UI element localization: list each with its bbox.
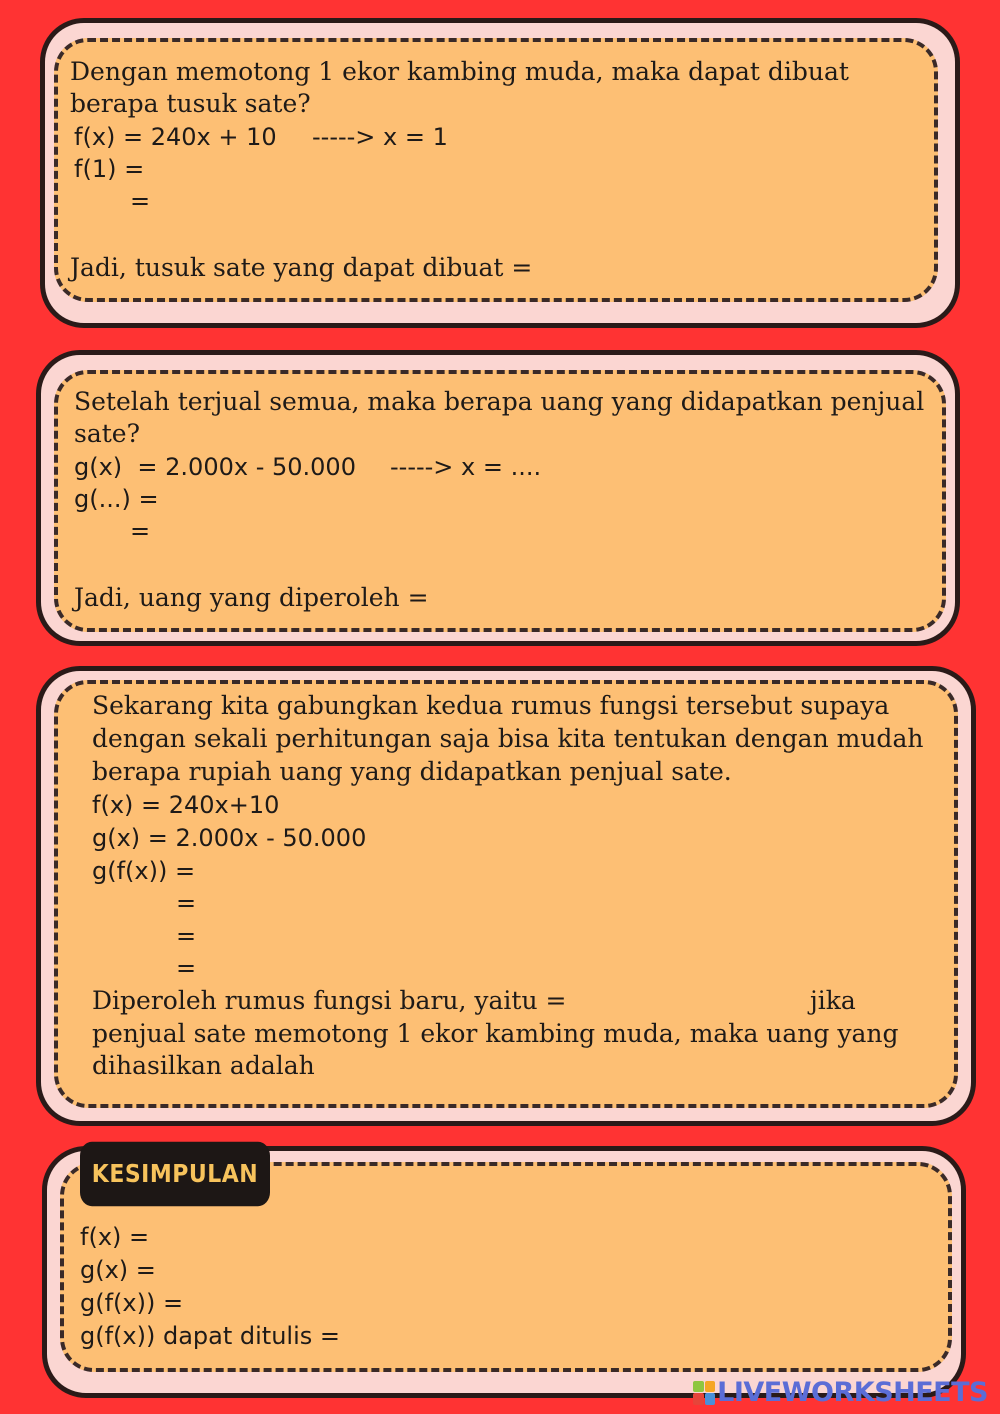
- conclusion-line-2: dihasilkan adalah: [92, 1051, 315, 1080]
- question-1-line-2: berapa tusuk sate?: [70, 89, 311, 118]
- summary-g: g(x) =: [80, 1256, 156, 1284]
- logo-square-blue: [705, 1393, 716, 1405]
- conclusion-line-1: penjual sate memotong 1 ekor kambing muda, maka uang yang: [92, 1019, 899, 1048]
- liveworksheets-logo[interactable]: [693, 1377, 988, 1408]
- g-equals: =: [130, 517, 151, 545]
- kesimpulan-badge: KESIMPULAN: [80, 1142, 270, 1206]
- composite-f: f(x) = 240x+10: [92, 791, 280, 819]
- logo-mark-icon: [693, 1381, 715, 1405]
- summary-gf: g(f(x)) =: [80, 1289, 184, 1317]
- f1-label: f(1) =: [74, 155, 145, 183]
- explanation-line-2: dengan sekali perhitungan saja bisa kita tentukan dengan mudah: [92, 724, 924, 753]
- answer-1-label: Jadi, tusuk sate yang dapat dibuat =: [70, 253, 533, 282]
- summary-f: f(x) =: [80, 1223, 150, 1251]
- logo-square-green: [693, 1381, 704, 1393]
- formula-g-substitution: -----> x = ....: [390, 453, 542, 481]
- formula-f: f(x) = 240x + 10: [74, 123, 277, 151]
- explanation-line-1: Sekarang kita gabungkan kedua rumus fungsi tersebut supaya: [92, 691, 890, 720]
- f1-equals: =: [130, 187, 151, 215]
- explanation-line-3: berapa rupiah uang yang didapatkan penjual sate.: [92, 757, 732, 786]
- composite-gf-label: g(f(x)) =: [92, 857, 196, 885]
- logo-text: LIVEWORKSHEETS: [717, 1377, 988, 1408]
- summary-gf-written: g(f(x)) dapat ditulis =: [80, 1322, 340, 1350]
- question-2-line-2: sate?: [74, 419, 140, 448]
- question-1-line-1: Dengan memotong 1 ekor kambing muda, maka dapat dibuat: [70, 57, 849, 86]
- new-function-jika: jika: [810, 986, 856, 1015]
- new-function-label: Diperoleh rumus fungsi baru, yaitu =: [92, 986, 567, 1015]
- composite-step-2: =: [176, 922, 197, 950]
- formula-f-substitution: -----> x = 1: [312, 123, 448, 151]
- logo-square-red: [693, 1393, 704, 1405]
- logo-square-orange: [705, 1381, 716, 1393]
- composite-step-1: =: [176, 889, 197, 917]
- composite-step-3: =: [176, 954, 197, 982]
- formula-g: g(x) = 2.000x - 50.000: [74, 453, 356, 481]
- composite-g: g(x) = 2.000x - 50.000: [92, 824, 367, 852]
- g-label: g(...) =: [74, 485, 159, 513]
- answer-2-label: Jadi, uang yang diperoleh =: [74, 583, 429, 612]
- question-2-line-1: Setelah terjual semua, maka berapa uang yang didapatkan penjual: [74, 387, 925, 416]
